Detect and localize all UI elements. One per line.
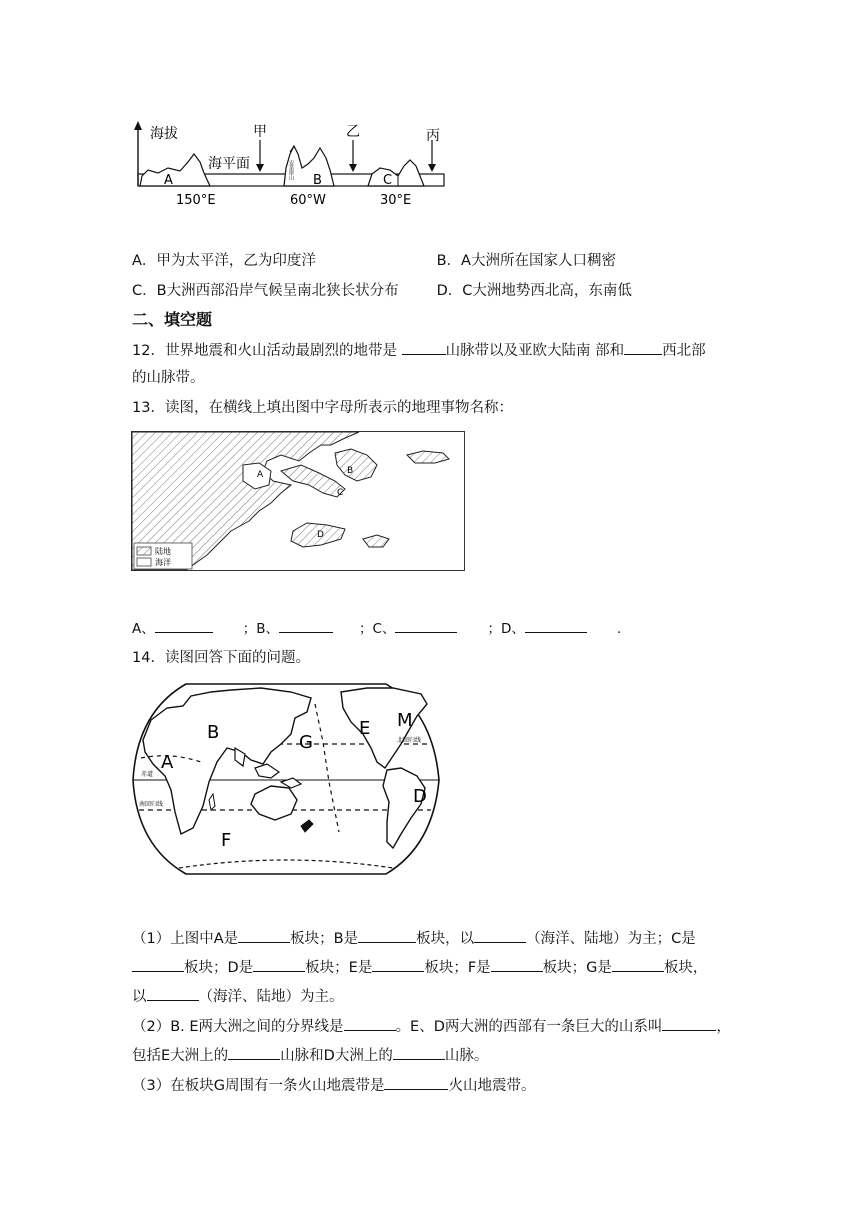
elevation-profile-figure [128, 118, 458, 210]
q14-blank-mountain-system[interactable] [662, 1016, 716, 1031]
q14-s1-text-1: （1）上图中A是 [132, 931, 239, 947]
q11-option-d: D．C大洲地势西北高，东南低 [436, 283, 632, 299]
q14-s1b-text-1: 板块；D是 [184, 960, 254, 976]
q14-label-tropic-south: 南回归线 [139, 801, 164, 808]
q13-map-figure [131, 431, 466, 572]
q13-answer-a-label: A、 [132, 621, 155, 637]
q14-s2b-text-1: 包括E大洲上的 [132, 1048, 229, 1064]
q14-blank-boundary[interactable] [344, 1016, 396, 1031]
q14-s1b-text-2: 板块；E是 [305, 960, 373, 976]
q13-legend-ocean-swatch [137, 558, 151, 566]
q14-blank-e-mountain[interactable] [228, 1045, 280, 1060]
profile-lon-150e: 150°E [176, 193, 216, 208]
profile-arrow-label-yi: 乙 [346, 124, 360, 140]
q14-s1b-text-3: 板块；F是 [424, 960, 491, 976]
profile-landmass-c [368, 160, 424, 186]
q11-options-row-2 [132, 281, 632, 301]
q14-letter-e: E [359, 718, 371, 739]
q14-blank-c[interactable] [132, 957, 184, 972]
q14-s1-line-1 [132, 928, 696, 949]
q14-blank-a[interactable] [238, 928, 290, 943]
q14-blank-g[interactable] [612, 957, 664, 972]
q14-s1-text-4: （海洋、陆地）为主；C是 [526, 931, 696, 947]
q12-text-3: 西北部 [662, 343, 706, 359]
profile-letter-b: B [313, 173, 322, 188]
q14-blank-b-type[interactable] [474, 928, 526, 943]
q14-letter-a: A [161, 752, 174, 773]
q14-letter-g: G [299, 732, 313, 753]
q13-answers [132, 618, 621, 639]
q13-answer-b-label: ；B、 [242, 621, 280, 637]
q13-stem: 13．读图，在横线上填出图中字母所表示的地理事物名称： [132, 400, 513, 416]
q13-answer-end: . [616, 621, 622, 637]
q13-legend-land-swatch [137, 547, 151, 555]
section-2-title: 二、填空题 [132, 310, 213, 329]
q14-s1-line-3 [132, 986, 344, 1007]
q14-blank-f[interactable] [491, 957, 543, 972]
q13-answer-d-label: ；D、 [487, 621, 525, 637]
profile-letter-c: C [383, 173, 393, 188]
q14-blank-d-mountain[interactable] [393, 1045, 445, 1060]
q14-s1c-text-1: 以 [132, 989, 147, 1005]
profile-lon-60w: 60°W [290, 193, 326, 208]
q13-letter-b: B [347, 466, 354, 476]
q14-s1b-text-4: 板块；G是 [542, 960, 612, 976]
q14-s2b-text-3: 山脉。 [444, 1048, 489, 1064]
q12-blank-2[interactable] [624, 340, 662, 355]
q14-label-equator: 赤道 [141, 771, 154, 778]
profile-arrow-label-bing: 丙 [426, 128, 440, 144]
q12-text-1: 12．世界地震和火山活动最剧烈的地带是 [132, 343, 402, 359]
profile-arrow-jia-head [256, 164, 264, 172]
q14-blank-b[interactable] [358, 928, 416, 943]
q14-letter-b: B [207, 722, 220, 743]
profile-sea-level-label: 海平面 [208, 156, 250, 172]
profile-andes-label: 安第斯山 [288, 160, 294, 180]
q14-world-map-figure [131, 682, 441, 876]
profile-arrow-yi-head [349, 164, 357, 172]
profile-arrow-label-jia: 甲 [253, 124, 267, 140]
q12-line-1 [132, 340, 706, 361]
q14-blank-g-type[interactable] [147, 986, 199, 1001]
q14-letter-d: D [413, 786, 427, 807]
q13-answer-b-blank[interactable] [279, 618, 333, 633]
q14-letter-m: M [397, 710, 413, 731]
q14-s1-text-3: 板块，以 [416, 931, 475, 947]
profile-arrow-bing-head [428, 164, 436, 172]
q14-s1c-text-2: （海洋、陆地）为主。 [198, 989, 344, 1005]
profile-lon-30e: 30°E [380, 193, 412, 208]
q13-answer-c-blank[interactable] [395, 618, 457, 633]
q14-blank-volcano-belt[interactable] [384, 1075, 448, 1090]
q14-s2a-text-1: （2）B. E两大洲之间的分界线是 [132, 1019, 344, 1035]
q14-label-tropic-north: 北回归线 [397, 737, 422, 744]
q14-s2b-text-2: 山脉和D大洲上的 [280, 1048, 393, 1064]
q13-answer-c-label: ；C、 [359, 621, 396, 637]
q13-letter-c: C [337, 488, 344, 498]
q11-option-a: A．甲为太平洋，乙为印度洋 [132, 253, 316, 269]
profile-landmass-a [140, 154, 210, 186]
q13-legend-land-label: 陆地 [155, 547, 171, 556]
q14-s3-text-1: （3）在板块G周围有一条火山地震带是 [132, 1078, 385, 1094]
q14-s1-text-2: 板块；B是 [290, 931, 359, 947]
q14-s2-line-1 [132, 1016, 731, 1037]
q12-line-2: 的山脉带。 [132, 370, 205, 386]
q13-letter-a: A [257, 470, 264, 480]
q14-blank-e[interactable] [372, 957, 424, 972]
q14-s2a-text-3: ， [716, 1019, 731, 1035]
q14-s1-line-2 [132, 957, 707, 978]
q14-s2a-text-2: 。E、D两大洲的西部有一条巨大的山系叫 [395, 1019, 663, 1035]
q14-s2-line-2 [132, 1045, 488, 1066]
q11-option-b: B．A大洲所在国家人口稠密 [436, 253, 616, 269]
q13-letter-d: D [317, 530, 324, 540]
profile-y-axis-arrow [134, 121, 142, 130]
q14-stem: 14．读图回答下面的问题。 [132, 650, 310, 666]
q14-s3-text-2: 火山地震带。 [448, 1078, 536, 1094]
profile-letter-a: A [164, 173, 173, 188]
profile-y-label: 海拔 [150, 126, 178, 142]
q11-options-row-1 [132, 251, 616, 271]
q14-letter-f: F [221, 830, 232, 851]
q14-blank-d[interactable] [253, 957, 305, 972]
q12-text-2: 山脉带以及亚欧大陆南 部和 [445, 343, 625, 359]
q13-answer-d-blank[interactable] [525, 618, 587, 633]
q13-legend-ocean-label: 海洋 [155, 558, 171, 567]
q14-s3-line [132, 1075, 535, 1096]
q14-s1b-text-5: 板块， [663, 960, 708, 976]
q11-option-c: C．B大洲西部沿岸气候呈南北狭长状分布 [132, 283, 399, 299]
q13-answer-a-blank[interactable] [155, 618, 213, 633]
q12-blank-1[interactable] [402, 340, 446, 355]
